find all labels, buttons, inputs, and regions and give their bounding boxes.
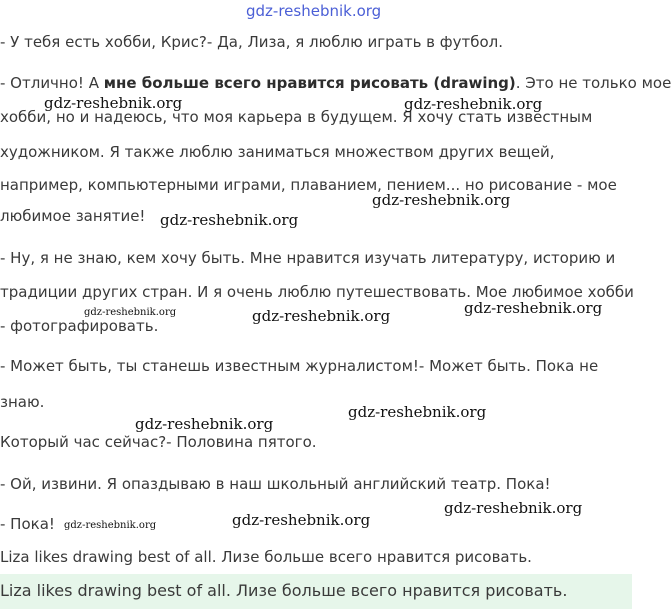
watermark: gdz-reshebnik.org (372, 191, 511, 209)
watermark: gdz-reshebnik.org (160, 211, 299, 229)
text-line: традиции других стран. И я очень люблю путешествовать. Мое любимое хобби (0, 283, 634, 301)
text-line (0, 74, 671, 92)
text-line: - Может быть, ты станешь известным журналистом!- Может быть. Пока не (0, 357, 599, 375)
watermark: gdz-reshebnik.org (252, 307, 391, 325)
watermark: gdz-reshebnik.org (135, 415, 274, 433)
answer-box (0, 574, 632, 609)
watermark: gdz-reshebnik.org (404, 95, 543, 113)
bold-phrase: мне больше всего нравится рисовать (drawing) (103, 74, 516, 92)
text-segment: - Отлично! А (0, 74, 104, 92)
watermark: gdz-reshebnik.org (444, 499, 583, 517)
text-segment: . Это не только мое (515, 74, 671, 92)
text-line: - Пока! (0, 515, 55, 533)
watermark: gdz-reshebnik.org (44, 94, 183, 112)
text-line: знаю. (0, 393, 45, 411)
text-line: - У тебя есть хобби, Крис?- Да, Лиза, я люблю играть в футбол. (0, 33, 504, 51)
watermark: gdz-reshebnik.org (64, 520, 157, 531)
text-line: - фотографировать. (0, 317, 159, 335)
answer-text: Liza likes drawing best of all. Лизе больше всего нравится рисовать. (0, 581, 568, 600)
text-line: Liza likes drawing best of all. Лизе больше всего нравится рисовать. (0, 548, 532, 566)
text-line: - Ой, извини. Я опаздываю в наш школьный английский театр. Пока! (0, 475, 551, 493)
watermark-top: gdz-reshebnik.org (246, 2, 382, 20)
text-line: художником. Я также люблю заниматься множеством других вещей, (0, 143, 555, 161)
text-line: любимое занятие! (0, 207, 146, 225)
text-line: например, компьютерными играми, плаванием, пением... но рисование - мое (0, 176, 617, 194)
text-line: хобби, но и надеюсь, что моя карьера в будущем. Я хочу стать известным (0, 108, 593, 126)
watermark: gdz-reshebnik.org (464, 299, 603, 317)
watermark: gdz-reshebnik.org (84, 307, 177, 318)
watermark: gdz-reshebnik.org (348, 403, 487, 421)
watermark: gdz-reshebnik.org (232, 511, 371, 529)
text-line: Который час сейчас?- Половина пятого. (0, 433, 317, 451)
text-line: - Ну, я не знаю, кем хочу быть. Мне нравится изучать литературу, историю и (0, 249, 616, 267)
